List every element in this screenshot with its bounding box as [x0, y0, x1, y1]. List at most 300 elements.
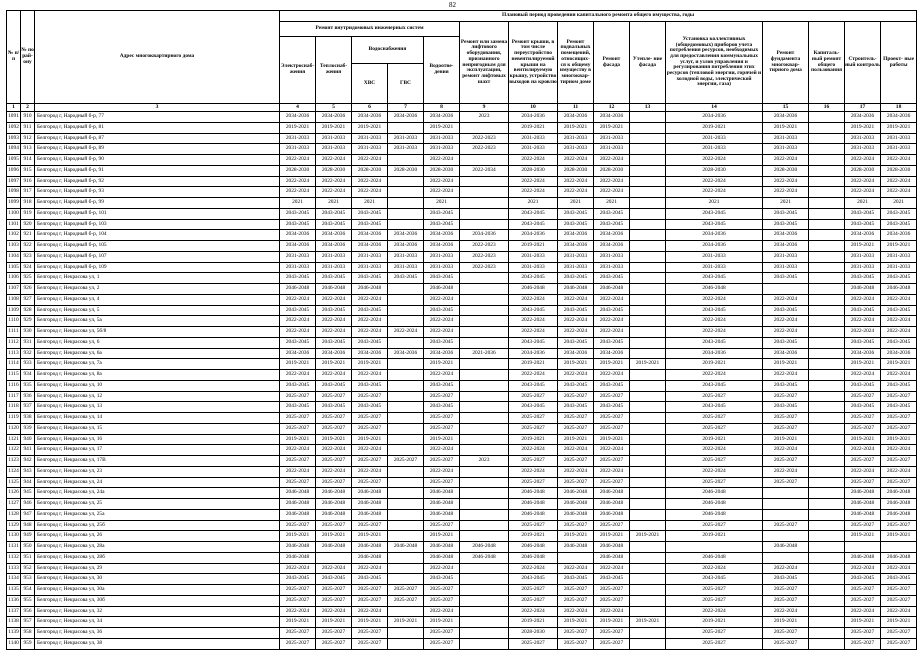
address-cell: Белгород г, Некрасова ул, 34	[35, 617, 280, 628]
table-cell: 2043-2045	[845, 305, 881, 316]
table-cell: 958	[21, 628, 35, 639]
table-cell	[630, 434, 666, 445]
table-row	[7, 219, 917, 230]
table-cell: 2034-2036	[845, 348, 881, 359]
table-cell: 1100	[7, 208, 21, 219]
table-cell	[460, 208, 509, 219]
table-cell	[630, 563, 666, 574]
table-cell	[460, 595, 509, 606]
table-cell: 2025-2027	[509, 413, 558, 424]
table-row	[7, 380, 917, 391]
table-cell: 2046-2048	[666, 499, 763, 510]
table-cell: 2043-2045	[763, 208, 809, 219]
table-cell: 2025-2027	[280, 413, 316, 424]
address-cell: Белгород г, Народный б-р, 77	[35, 112, 280, 123]
table-cell	[388, 445, 424, 456]
table-cell: 1094	[7, 144, 21, 155]
table-cell	[809, 595, 845, 606]
table-cell	[388, 628, 424, 639]
table-cell	[388, 574, 424, 585]
table-cell	[460, 585, 509, 596]
table-cell: 2034-2036	[763, 348, 809, 359]
table-cell	[460, 509, 509, 520]
table-cell: 1096	[7, 165, 21, 176]
table-cell: 2022-2024	[509, 606, 558, 617]
table-row	[7, 337, 917, 348]
table-cell: 2031-2033	[316, 262, 352, 273]
table-cell	[809, 294, 845, 305]
table-cell: 2034-2036	[316, 230, 352, 241]
table-cell: 2034-2036	[881, 348, 917, 359]
table-cell: 2019-2021	[763, 122, 809, 133]
table-cell: 2019-2021	[558, 359, 594, 370]
table-cell: 2046-2048	[845, 552, 881, 563]
table-cell: 2022-2024	[316, 327, 352, 338]
table-cell: 2022-2024	[558, 370, 594, 381]
table-cell	[316, 552, 352, 563]
table-cell: 2019-2021	[316, 122, 352, 133]
table-cell	[388, 391, 424, 402]
table-cell: 1137	[7, 606, 21, 617]
table-cell: 2043-2045	[763, 219, 809, 230]
table-cell: 1093	[7, 133, 21, 144]
table-cell: 2022-2024	[352, 606, 388, 617]
table-cell	[809, 165, 845, 176]
table-cell: 2022-2024	[352, 563, 388, 574]
table-cell: 2022-2024	[881, 466, 917, 477]
table-cell	[809, 144, 845, 155]
table-cell: 2031-2033	[594, 133, 630, 144]
table-row	[7, 359, 917, 370]
table-row	[7, 348, 917, 359]
table-cell: 2022-2024	[509, 176, 558, 187]
table-cell: 2022-2024	[666, 370, 763, 381]
table-cell: 2022-2024	[352, 176, 388, 187]
table-cell: 1101	[7, 219, 21, 230]
table-cell: 2022-2024	[509, 155, 558, 166]
table-cell: 2031-2033	[424, 144, 460, 155]
table-cell: 2022-2024	[845, 327, 881, 338]
table-cell: 2043-2045	[316, 380, 352, 391]
table-cell: 2028-2030	[509, 628, 558, 639]
address-cell: Белгород г, Некрасова ул, 26	[35, 531, 280, 542]
table-cell: 2022-2024	[558, 176, 594, 187]
table-cell: 2046-2048	[594, 552, 630, 563]
table-cell: 1122	[7, 445, 21, 456]
table-cell	[388, 499, 424, 510]
table-cell: 924	[21, 262, 35, 273]
table-cell: 2025-2027	[666, 628, 763, 639]
table-cell: 951	[21, 552, 35, 563]
table-cell	[630, 230, 666, 241]
table-cell: 2034-2036	[666, 230, 763, 241]
table-cell: 2043-2045	[666, 208, 763, 219]
table-cell	[388, 488, 424, 499]
table-cell: 2034-2036	[881, 112, 917, 123]
table-cell	[460, 337, 509, 348]
table-cell: 2019-2021	[845, 531, 881, 542]
table-cell: 952	[21, 563, 35, 574]
table-row	[7, 499, 917, 510]
table-cell: 2022-2024	[316, 176, 352, 187]
header-electricity: Электроснаб- жения	[280, 37, 316, 104]
table-cell: 2025-2027	[666, 413, 763, 424]
table-cell: 2046-2048	[666, 488, 763, 499]
table-cell: 2028-2030	[316, 165, 352, 176]
table-cell: 918	[21, 198, 35, 209]
address-cell: Белгород г, Некрасова ул, 8а	[35, 370, 280, 381]
table-row	[7, 187, 917, 198]
table-cell: 922	[21, 241, 35, 252]
table-cell: 2019-2021	[881, 531, 917, 542]
table-cell: 1114	[7, 359, 21, 370]
table-cell	[630, 348, 666, 359]
table-cell: 2028-2030	[280, 165, 316, 176]
table-cell: 2043-2045	[666, 273, 763, 284]
table-cell: 2025-2027	[424, 391, 460, 402]
table-cell: 2031-2033	[352, 251, 388, 262]
table-cell	[630, 294, 666, 305]
table-cell: 1119	[7, 413, 21, 424]
table-cell: 2022-2024	[424, 187, 460, 198]
table-cell: 2025-2027	[845, 520, 881, 531]
table-cell: 2043-2045	[881, 574, 917, 585]
table-cell: 2043-2045	[763, 380, 809, 391]
table-row	[7, 165, 917, 176]
table-cell: 1108	[7, 294, 21, 305]
table-cell	[460, 284, 509, 295]
address-cell: Белгород г, Некрасова ул, 13	[35, 402, 280, 413]
table-cell: 925	[21, 273, 35, 284]
table-cell: 2025-2027	[558, 520, 594, 531]
table-cell: 2046-2048	[352, 488, 388, 499]
address-cell: Белгород г, Народный б-р, 92	[35, 176, 280, 187]
table-row	[7, 144, 917, 155]
table-cell: 911	[21, 122, 35, 133]
table-cell: 2043-2045	[316, 574, 352, 585]
table-cell: 2043-2045	[845, 337, 881, 348]
table-cell: 2022-2024	[316, 187, 352, 198]
table-cell	[809, 230, 845, 241]
table-cell: 2031-2033	[424, 133, 460, 144]
table-cell: 2022-2024	[594, 176, 630, 187]
table-cell: 2031-2033	[509, 144, 558, 155]
table-cell: 2021	[509, 198, 558, 209]
table-cell: 2025-2027	[881, 477, 917, 488]
table-cell: 2022-2024	[280, 316, 316, 327]
table-row	[7, 628, 917, 639]
address-cell: Белгород г, Некрасова ул, 25а	[35, 509, 280, 520]
table-cell	[460, 488, 509, 499]
table-cell: 2034-2036	[424, 230, 460, 241]
table-cell: 2025-2027	[316, 520, 352, 531]
table-cell: 2046-2048	[316, 499, 352, 510]
table-cell: 2043-2045	[424, 337, 460, 348]
table-cell: 2043-2045	[558, 337, 594, 348]
table-cell: 2046-2048	[845, 284, 881, 295]
table-cell: 910	[21, 112, 35, 123]
table-cell: 2043-2045	[881, 208, 917, 219]
header-num: № п/п	[7, 11, 21, 104]
table-cell: 2019-2021	[280, 359, 316, 370]
table-row	[7, 155, 917, 166]
table-cell: 2025-2027	[280, 423, 316, 434]
table-cell: 2022-2024	[881, 187, 917, 198]
table-cell: 2022-2024	[388, 327, 424, 338]
table-cell: 1107	[7, 284, 21, 295]
table-cell: 2022-2024	[666, 176, 763, 187]
table-cell: 2022-2024	[666, 445, 763, 456]
table-cell: 2043-2045	[280, 402, 316, 413]
table-cell	[460, 294, 509, 305]
table-row	[7, 520, 917, 531]
table-cell: 2043-2045	[763, 305, 809, 316]
table-cell: 2043-2045	[316, 208, 352, 219]
header-gvs: ГВС	[400, 79, 411, 86]
column-number: 1	[7, 104, 21, 112]
table-cell: 2043-2045	[558, 208, 594, 219]
table-cell: 2022-2024	[594, 563, 630, 574]
table-cell: 2022-2024	[594, 327, 630, 338]
table-cell: 2034-2036	[316, 112, 352, 123]
table-cell: 2022-2024	[558, 563, 594, 574]
table-cell	[630, 370, 666, 381]
table-cell: 956	[21, 606, 35, 617]
table-cell: 2031-2033	[509, 251, 558, 262]
table-cell	[460, 155, 509, 166]
table-cell: 2025-2027	[845, 585, 881, 596]
table-cell: 2028-2030	[881, 165, 917, 176]
table-cell: 2034-2036	[460, 230, 509, 241]
table-cell: 2046-2048	[509, 284, 558, 295]
table-cell: 1109	[7, 305, 21, 316]
table-cell: 2025-2027	[881, 456, 917, 467]
table-cell: 1097	[7, 176, 21, 187]
table-cell: 946	[21, 499, 35, 510]
table-cell: 2022-2024	[763, 316, 809, 327]
table-cell: 2043-2045	[594, 574, 630, 585]
table-cell: 2019-2021	[763, 617, 809, 628]
table-cell: 2034-2036	[280, 348, 316, 359]
table-cell: 2022-2024	[316, 445, 352, 456]
header-district-num: № по рай- ону	[21, 11, 35, 104]
table-cell: 2022-2024	[845, 316, 881, 327]
table-cell: 948	[21, 520, 35, 531]
table-cell: 2021	[558, 198, 594, 209]
table-cell: 2019-2021	[316, 359, 352, 370]
table-cell: 2022-2024	[316, 316, 352, 327]
table-cell	[809, 187, 845, 198]
table-cell	[809, 305, 845, 316]
table-cell: 2022-2024	[509, 316, 558, 327]
table-cell	[809, 316, 845, 327]
table-cell: 2043-2045	[594, 219, 630, 230]
table-cell: 2043-2045	[352, 380, 388, 391]
table-cell: 2046-2048	[881, 552, 917, 563]
table-cell	[666, 542, 763, 553]
table-cell: 943	[21, 466, 35, 477]
table-cell: 1092	[7, 122, 21, 133]
table-cell: 2019-2021	[594, 122, 630, 133]
table-cell: 2031-2033	[424, 251, 460, 262]
table-cell: 1113	[7, 348, 21, 359]
table-cell: 2046-2048	[388, 542, 424, 553]
table-cell: 2025-2027	[881, 413, 917, 424]
table-cell: 2022-2024	[316, 155, 352, 166]
table-cell: 2046-2048	[594, 284, 630, 295]
table-cell: 2022-2023	[460, 241, 509, 252]
table-cell: 2046-2048	[424, 488, 460, 499]
table-cell: 2025-2027	[424, 477, 460, 488]
table-cell: 2043-2045	[280, 574, 316, 585]
table-cell: 2025-2027	[316, 595, 352, 606]
table-cell: 2021	[424, 198, 460, 209]
table-cell: 2022-2024	[845, 176, 881, 187]
table-cell: 2043-2045	[594, 305, 630, 316]
column-number: 18	[881, 104, 917, 112]
table-cell: 2019-2021	[558, 122, 594, 133]
table-cell: 2043-2045	[352, 337, 388, 348]
address-cell: Белгород г, Некрасова ул, 32	[35, 606, 280, 617]
table-cell	[630, 284, 666, 295]
table-cell: 1124	[7, 466, 21, 477]
table-row	[7, 413, 917, 424]
table-cell: 2022-2024	[424, 370, 460, 381]
table-cell: 2021	[881, 198, 917, 209]
table-cell	[763, 499, 809, 510]
table-cell: 2025-2027	[845, 477, 881, 488]
table-cell: 2022-2024	[881, 294, 917, 305]
table-row	[7, 466, 917, 477]
table-row	[7, 434, 917, 445]
table-cell: 2031-2033	[280, 144, 316, 155]
table-cell: 2022-2024	[845, 606, 881, 617]
table-cell: 2019-2021	[509, 359, 558, 370]
table-cell	[630, 638, 666, 649]
table-cell: 2043-2045	[558, 305, 594, 316]
table-cell: 2046-2048	[352, 509, 388, 520]
table-cell	[630, 155, 666, 166]
table-row	[7, 198, 917, 209]
table-cell	[388, 423, 424, 434]
table-cell: 2022-2024	[763, 294, 809, 305]
table-cell: 2046-2048	[881, 284, 917, 295]
table-cell: 2025-2027	[316, 456, 352, 467]
table-cell: 2043-2045	[352, 208, 388, 219]
header-water: Водоснабжения	[352, 37, 423, 64]
table-cell: 2046-2048	[845, 509, 881, 520]
table-cell: 2022-2024	[280, 327, 316, 338]
table-cell	[630, 402, 666, 413]
table-cell: 953	[21, 574, 35, 585]
table-cell: 2022-2024	[666, 327, 763, 338]
table-cell: 2025-2027	[352, 413, 388, 424]
address-cell: Белгород г, Народный б-р, 104	[35, 230, 280, 241]
table-cell	[388, 402, 424, 413]
table-cell: 2034-2036	[352, 348, 388, 359]
table-cell	[809, 198, 845, 209]
table-cell: 2025-2027	[352, 477, 388, 488]
header-project: Проект- ные работы	[881, 22, 917, 104]
address-cell: Белгород г, Некрасова ул, 12	[35, 391, 280, 402]
table-cell	[809, 391, 845, 402]
table-cell: 939	[21, 423, 35, 434]
column-number: 4	[280, 104, 316, 112]
table-cell: 2043-2045	[509, 208, 558, 219]
table-cell: 2043-2045	[666, 380, 763, 391]
table-cell: 2043-2045	[316, 219, 352, 230]
table-cell: 2021	[763, 198, 809, 209]
table-cell: 2019-2021	[666, 617, 763, 628]
table-cell	[460, 273, 509, 284]
table-cell	[630, 466, 666, 477]
table-cell: 2019-2021	[352, 359, 388, 370]
table-cell: 2043-2045	[845, 273, 881, 284]
address-cell: Белгород г, Некрасова ул, 5б/8	[35, 327, 280, 338]
table-cell: 2025-2027	[558, 595, 594, 606]
table-cell	[460, 122, 509, 133]
table-cell: 2034-2036	[881, 230, 917, 241]
table-row	[7, 595, 917, 606]
table-cell	[630, 112, 666, 123]
table-cell: 2021	[845, 198, 881, 209]
table-cell: 2025-2027	[280, 585, 316, 596]
table-cell: 2022-2024	[594, 370, 630, 381]
table-cell: 2046-2048	[424, 552, 460, 563]
table-cell: 2034-2036	[509, 348, 558, 359]
table-row	[7, 585, 917, 596]
table-row	[7, 574, 917, 585]
table-cell	[388, 466, 424, 477]
table-cell: 2022-2024	[280, 606, 316, 617]
table-cell: 2022-2024	[763, 327, 809, 338]
table-cell: 2019-2021	[352, 531, 388, 542]
column-number: 15	[763, 104, 809, 112]
table-cell	[630, 413, 666, 424]
table-cell: 2031-2033	[594, 262, 630, 273]
table-cell: 2025-2027	[881, 585, 917, 596]
capital-repair-table	[6, 10, 917, 650]
table-cell: 2031-2033	[388, 144, 424, 155]
table-cell: 2046-2048	[352, 542, 388, 553]
table-cell: 2043-2045	[558, 574, 594, 585]
table-cell: 2025-2027	[424, 585, 460, 596]
header-insulation: Утепле- ние фасада	[630, 22, 666, 104]
table-cell: 2025-2027	[845, 628, 881, 639]
table-cell: 2031-2033	[558, 262, 594, 273]
table-cell: 2043-2045	[666, 402, 763, 413]
table-cell	[460, 370, 509, 381]
table-row	[7, 305, 917, 316]
table-cell: 2043-2045	[881, 380, 917, 391]
table-row	[7, 563, 917, 574]
table-row	[7, 133, 917, 144]
table-cell: 2025-2027	[594, 456, 630, 467]
table-cell: 2022-2024	[280, 294, 316, 305]
table-cell: 2046-2048	[280, 284, 316, 295]
address-cell: Белгород г, Некрасова ул, 23	[35, 466, 280, 477]
table-cell: 1128	[7, 509, 21, 520]
table-cell: 2025-2027	[424, 628, 460, 639]
table-cell: 2023	[460, 112, 509, 123]
table-cell: 1140	[7, 638, 21, 649]
table-cell: 2025-2027	[280, 638, 316, 649]
table-row	[7, 208, 917, 219]
table-row	[7, 445, 917, 456]
table-cell: 2031-2033	[280, 262, 316, 273]
table-cell: 919	[21, 208, 35, 219]
table-cell: 2019-2021	[352, 434, 388, 445]
